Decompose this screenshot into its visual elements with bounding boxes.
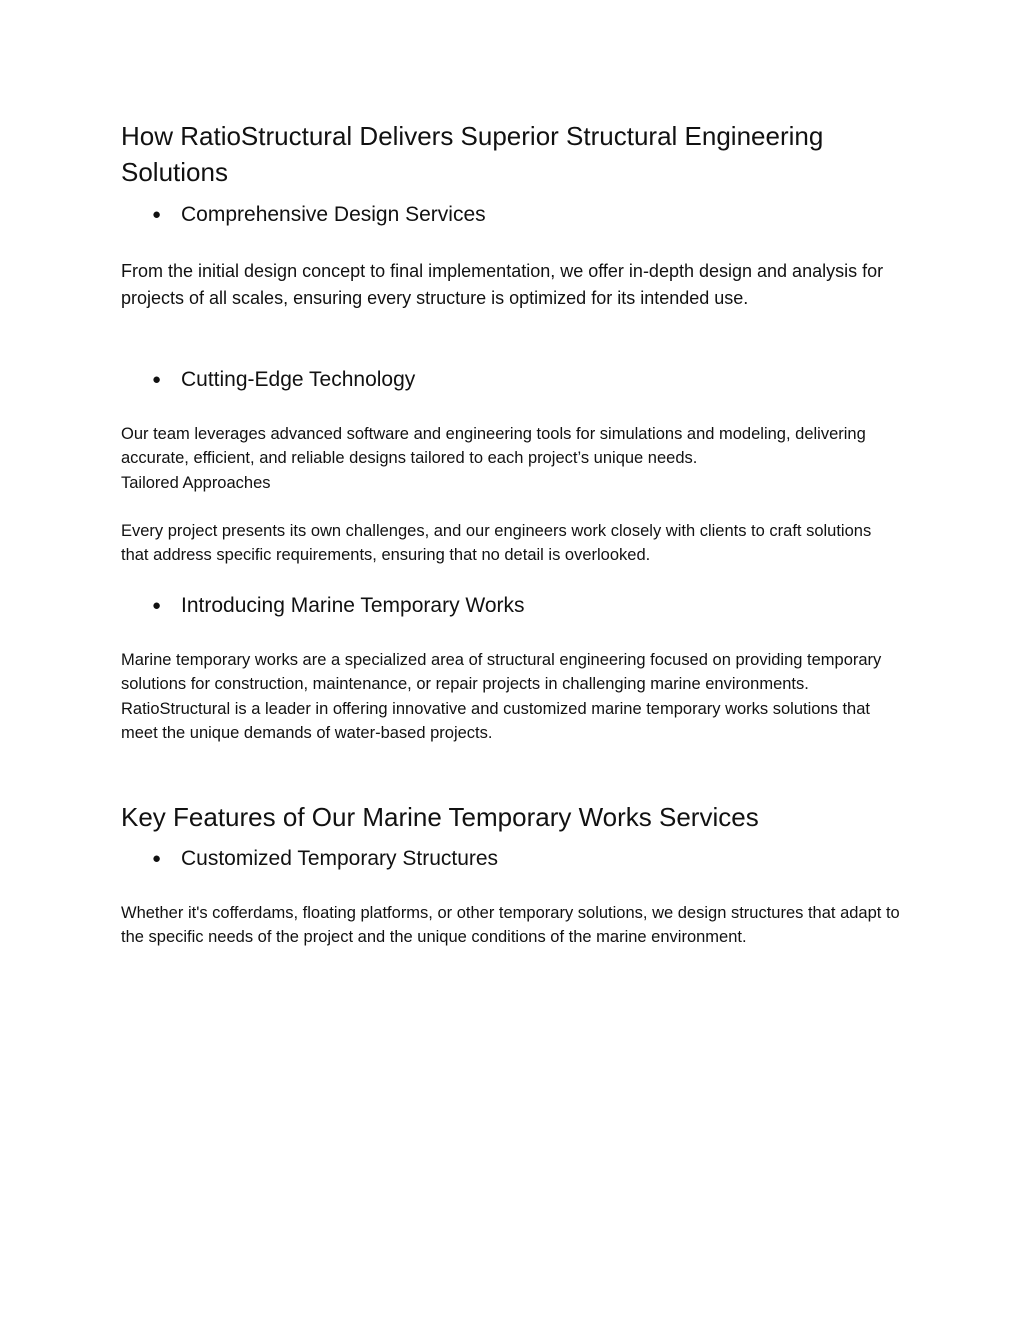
- bullet-label: Introducing Marine Temporary Works: [181, 594, 525, 617]
- paragraph-customized-structures: Whether it's cofferdams, floating platforms, or other temporary solutions, we design structures that adapt to the specific needs of the project and the unique conditions of the marine environment.: [121, 904, 900, 947]
- bullet-dot: ●: [152, 206, 162, 223]
- paragraph-tailored-approaches: Every project presents its own challenges, and our engineers work closely with clients to craft solutions that address specific requirements, ensuring that no detail is overlooked.: [121, 522, 872, 565]
- section-heading-superior-solutions: How RatioStructural Delivers Superior Structural Engineering Solutions: [121, 121, 824, 187]
- paragraph-marine-intro: Marine temporary works are a specialized area of structural engineering focused on providing temporary solutions for construction, maintenance, or repair projects in challenging marine environments. RatioStructural is a leader in offering innovative and customized marine temporary works solutions that meet the unique demands of water-based projects.: [121, 651, 882, 742]
- bullet-label: Comprehensive Design Services: [181, 203, 486, 226]
- bullet-customized-structures: [152, 845, 892, 873]
- bullet-comprehensive-design: [152, 201, 892, 229]
- paragraph-technology-tail: Tailored Approaches: [121, 473, 271, 492]
- bullet-label: Customized Temporary Structures: [181, 847, 499, 870]
- section-heading-key-features: Key Features of Our Marine Temporary Works Services: [121, 802, 759, 832]
- bullet-dot: ●: [152, 850, 162, 867]
- bullet-marine-temporary-works: [152, 592, 892, 620]
- bullet-dot: ●: [152, 597, 162, 614]
- paragraph-design-services: From the initial design concept to final implementation, we offer in-depth design and analysis for projects of all scales, ensuring every structure is optimized for its intended use.: [121, 261, 884, 308]
- bullet-label: Cutting-Edge Technology: [181, 368, 416, 391]
- bullet-dot: ●: [152, 371, 162, 388]
- paragraph-technology: [121, 422, 901, 495]
- bullet-cutting-edge-technology: [152, 366, 892, 394]
- paragraph-technology-text: Our team leverages advanced software and engineering tools for simulations and modeling, delivering accurate, efficient, and reliable designs tailored to each project’s unique needs.: [121, 425, 866, 468]
